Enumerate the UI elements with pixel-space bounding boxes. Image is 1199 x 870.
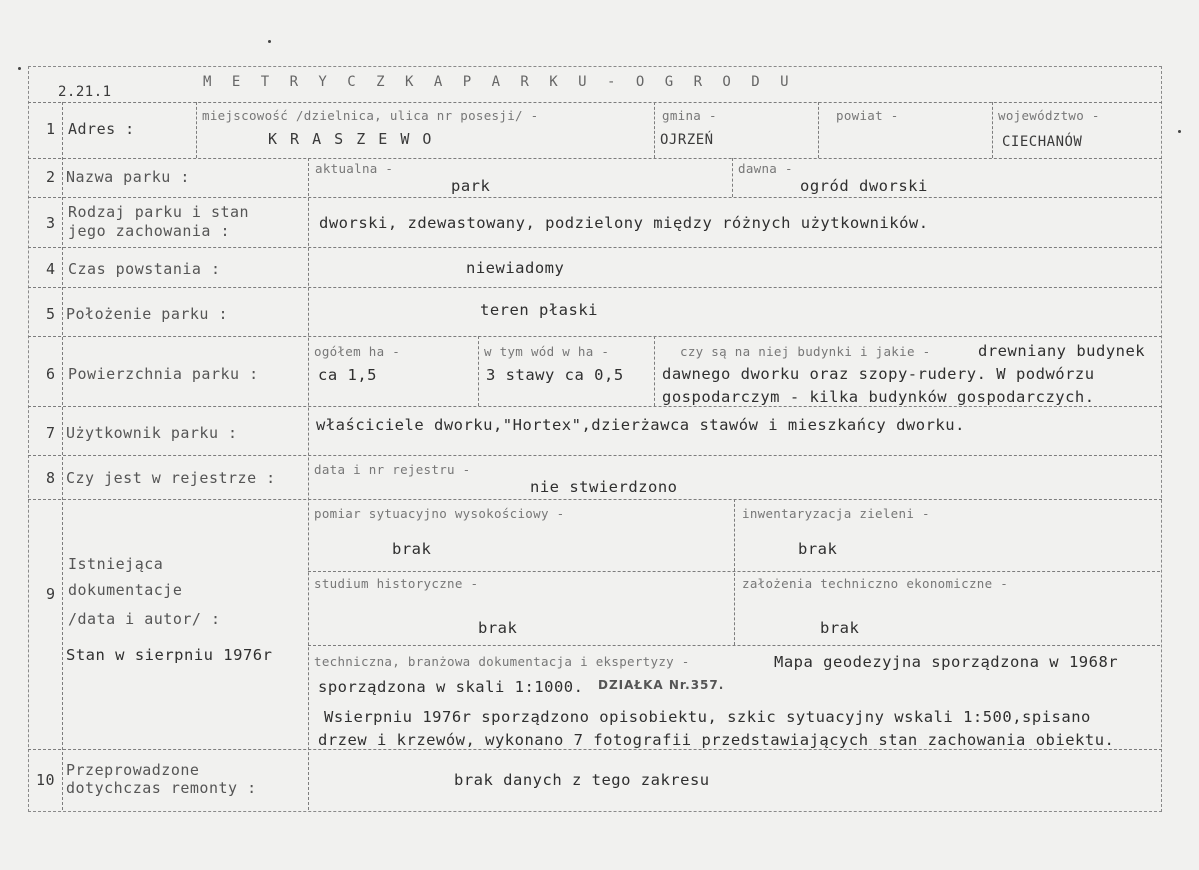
column-line xyxy=(732,158,733,197)
row-separator xyxy=(28,749,1162,750)
document-title: M E T R Y C Z K A P A R K U - O G R O D U xyxy=(203,74,795,90)
field-value: park xyxy=(451,177,491,195)
field-value: OJRZEŃ xyxy=(660,132,714,148)
row-label: Czas powstania : xyxy=(68,260,221,278)
field-caption: aktualna - xyxy=(315,161,394,176)
number-column-line xyxy=(62,102,63,810)
field-value: teren płaski xyxy=(480,301,598,319)
row-number: 8 xyxy=(46,469,56,487)
field-value: właściciele dworku,"Hortex",dzierżawca stawów i mieszkańcy dworku. xyxy=(316,416,965,434)
row-number: 10 xyxy=(36,771,56,789)
field-value: 3 stawy ca 0,5 xyxy=(486,366,624,384)
field-value: brak xyxy=(820,619,860,637)
field-value: Wsierpniu 1976r sporządzono opisobiektu, szkic sytuacyjny wskali 1:500,spisano xyxy=(324,708,1091,726)
field-caption: techniczna, branżowa dokumentacja i ekspertyzy - xyxy=(314,654,690,669)
row-label: Nazwa parku : xyxy=(66,168,190,186)
column-line xyxy=(196,102,197,158)
cell-separator xyxy=(308,645,1160,646)
status-date: Stan w sierpniu 1976r xyxy=(66,646,273,664)
row-label: Użytkownik parku : xyxy=(66,424,238,442)
field-value: CIECHANÓW xyxy=(1002,134,1083,150)
row-separator xyxy=(28,499,1162,500)
field-value: ogród dworski xyxy=(800,177,928,195)
row-label: Czy jest w rejestrze : xyxy=(66,469,276,487)
row-label: Istniejąca xyxy=(68,555,164,573)
row-separator xyxy=(28,455,1162,456)
row-separator xyxy=(28,336,1162,337)
row-number: 2 xyxy=(46,168,56,186)
parcel-stamp: DZIAŁKA Nr.357. xyxy=(598,678,725,692)
field-value: nie stwierdzono xyxy=(530,478,678,496)
row-number: 5 xyxy=(46,305,56,323)
column-line xyxy=(308,158,309,810)
punch-mark xyxy=(268,40,271,43)
field-caption: gmina - xyxy=(662,108,717,123)
field-caption: miejscowość /dzielnica, ulica nr posesji/ - xyxy=(202,108,539,123)
field-caption: studium historyczne - xyxy=(314,576,479,591)
row-label: jego zachowania : xyxy=(68,222,231,240)
field-value: ca 1,5 xyxy=(318,366,377,384)
field-value: drzew i krzewów, wykonano 7 fotografii przedstawiających stan zachowania obiektu. xyxy=(318,731,1115,749)
field-value: K R A S Z E W O xyxy=(268,130,434,148)
column-line xyxy=(654,102,655,158)
row-number: 9 xyxy=(46,585,56,603)
row-number: 3 xyxy=(46,214,56,232)
row-separator xyxy=(28,287,1162,288)
column-line xyxy=(818,102,819,158)
row-label: /data i autor/ : xyxy=(68,610,221,628)
field-value: brak xyxy=(798,540,838,558)
field-value: brak xyxy=(392,540,432,558)
row-number: 1 xyxy=(46,120,56,138)
row-number: 6 xyxy=(46,365,56,383)
column-line xyxy=(734,499,735,645)
field-value: brak danych z tego zakresu xyxy=(454,771,710,789)
row-label: dotychczas remonty : xyxy=(66,779,257,797)
row-label: Położenie parku : xyxy=(66,305,229,323)
field-value: brak xyxy=(478,619,518,637)
field-caption: województwo - xyxy=(998,108,1100,123)
field-caption: powiat - xyxy=(836,108,899,123)
row-separator xyxy=(28,197,1162,198)
column-line xyxy=(478,336,479,406)
field-caption: data i nr rejestru - xyxy=(314,462,471,477)
field-value: sporządzona w skali 1:1000. xyxy=(318,678,584,696)
row-label: Przeprowadzone xyxy=(66,761,200,779)
reference-number: 2.21.1 xyxy=(58,84,112,100)
field-caption: czy są na niej budynki i jakie - xyxy=(680,344,931,359)
row-label: Powierzchnia parku : xyxy=(68,365,259,383)
row-number: 7 xyxy=(46,424,56,442)
punch-mark xyxy=(1178,130,1181,133)
row-separator xyxy=(28,158,1162,159)
field-value: gospodarczym - kilka budynków gospodarczych. xyxy=(662,388,1095,406)
field-value: dawnego dworku oraz szopy-rudery. W podwórzu xyxy=(662,365,1095,383)
row-label: Rodzaj parku i stan xyxy=(68,203,250,221)
row-label: Adres : xyxy=(68,120,135,138)
field-value: Mapa geodezyjna sporządzona w 1968r xyxy=(774,653,1119,671)
row-label: dokumentacje xyxy=(68,581,183,599)
column-line xyxy=(654,336,655,406)
row-separator xyxy=(28,247,1162,248)
column-line xyxy=(992,102,993,158)
field-value: dworski, zdewastowany, podzielony między różnych użytkowników. xyxy=(319,214,929,232)
field-caption: pomiar sytuacyjno wysokościowy - xyxy=(314,506,565,521)
field-caption: dawna - xyxy=(738,161,793,176)
field-value: drewniany budynek xyxy=(978,342,1146,360)
field-caption: założenia techniczno ekonomiczne - xyxy=(742,576,1009,591)
field-value: niewiadomy xyxy=(466,259,565,277)
punch-mark xyxy=(18,67,21,70)
field-caption: inwentaryzacja zieleni - xyxy=(742,506,930,521)
row-number: 4 xyxy=(46,260,56,278)
row-separator xyxy=(28,406,1162,407)
field-caption: w tym wód w ha - xyxy=(484,344,610,359)
field-caption: ogółem ha - xyxy=(314,344,401,359)
